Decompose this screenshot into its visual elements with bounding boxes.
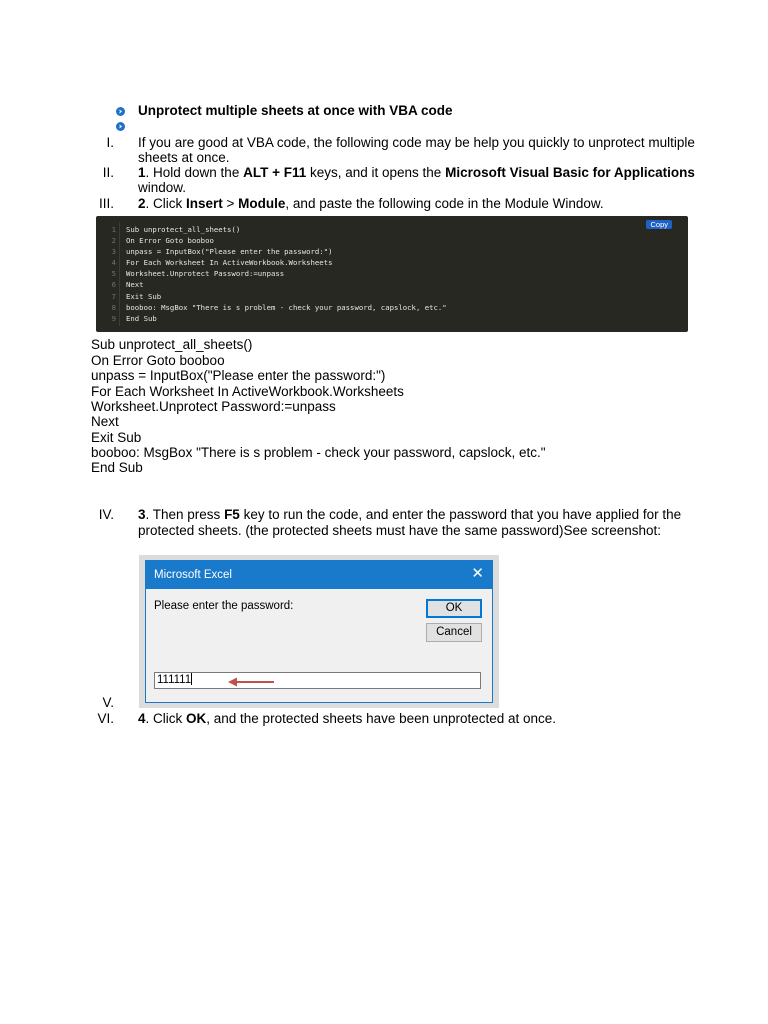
red-arrow-icon (226, 676, 276, 688)
cancel-button[interactable]: Cancel (426, 623, 482, 642)
password-input[interactable] (154, 672, 481, 689)
step-i-text: If you are good at VBA code, the following code may be help you quickly to unprotect multiple sheets at once. (138, 135, 695, 165)
code-text-line: booboo: MsgBox "There is s problem - check your password, capslock, etc." (91, 445, 546, 460)
ok-button[interactable]: OK (426, 599, 482, 618)
code-text-line: On Error Goto booboo (91, 353, 225, 368)
bullet-icon (116, 107, 125, 116)
copy-button[interactable]: Copy (646, 220, 672, 229)
bullet-icon (116, 122, 125, 131)
step-vi-text: 4. Click OK, and the protected sheets have been unprotected at once. (138, 711, 557, 726)
list-number: V. (102, 695, 114, 710)
code-gutter-divider (119, 222, 120, 326)
code-block: Copy 1 Sub unprotect_all_sheets() 2 On Error Goto booboo 3 unpass = InputBox("Please enter the password:") 4 For Each Worksheet In ActiveWorkbook.Worksheets 5 Worksheet.Unprotect Password:=unpass 6 Next 7 Exit Sub 8 booboo: MsgBox "There is s problem - check your password, capslock, etc." 9 End Sub (96, 216, 688, 332)
list-number: II. (102, 165, 114, 180)
password-dialog (145, 560, 493, 703)
code-text-line: End Sub (91, 460, 143, 475)
section-heading: Unprotect multiple sheets at once with VBA code (138, 103, 453, 118)
list-number: VI. (97, 711, 114, 726)
dialog-prompt: Please enter the password: (154, 600, 294, 612)
list-number: IV. (98, 507, 114, 522)
list-number: I. (106, 135, 114, 150)
code-text-line: For Each Worksheet In ActiveWorkbook.Worksheets (91, 384, 404, 399)
password-input-value: 111111 (157, 674, 192, 686)
code-text-line: Exit Sub (91, 430, 142, 445)
list-number: III. (98, 196, 114, 211)
step-iii-text: 2. Click Insert > Module, and paste the following code in the Module Window. (138, 196, 604, 211)
step-ii-text: 1. Hold down the ALT + F11 keys, and it opens the Microsoft Visual Basic for Applications window. (138, 165, 695, 195)
dialog-title-bar (146, 561, 492, 589)
dialog-title: Microsoft Excel (154, 569, 232, 581)
code-text-line: unpass = InputBox("Please enter the password:") (91, 368, 386, 383)
step-iv-text: 3. Then press F5 key to run the code, and enter the password that you have applied for the protected sheets. (the protected sheets must have the same password)See screenshot: (138, 507, 682, 538)
code-text-line: Next (91, 414, 119, 429)
code-text-line: Worksheet.Unprotect Password:=unpass (91, 399, 336, 414)
text-caret (191, 673, 192, 685)
close-icon[interactable]: ✕ (471, 565, 484, 582)
code-text-line: Sub unprotect_all_sheets() (91, 337, 253, 352)
